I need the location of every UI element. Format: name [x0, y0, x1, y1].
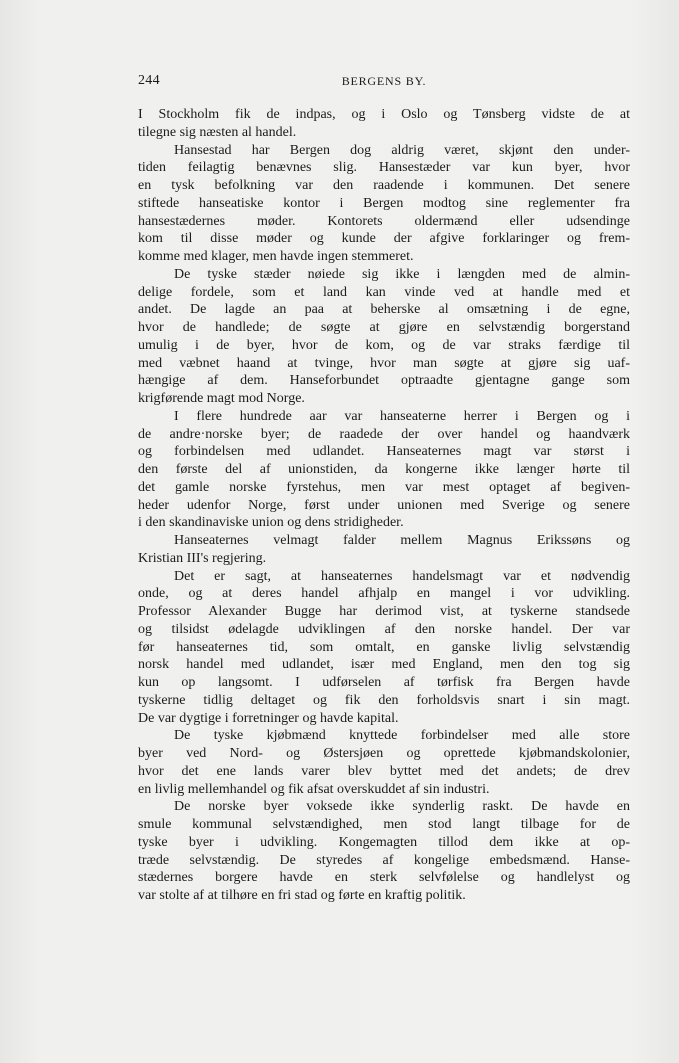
text-line: Hanseaternes velmagt falder mellem Magnus Erikssøns og: [174, 533, 630, 548]
text-line: den første del af unionstiden, da kongerne ikke længer hørte til: [138, 462, 630, 477]
text-line: I flere hundrede aar var hanseaterne herrer i Bergen og i: [174, 408, 630, 424]
text-line: kom til disse møder og kunde der afgive forklaringer og frem-: [138, 231, 630, 247]
text-line: hansestædernes møder. Kontorets oldermænd eller udsendinge: [138, 213, 630, 229]
text-line: en tysk befolkning var den raadende i kommunen. Det senere: [138, 178, 630, 193]
text-line: umulig i de byer, hvor de kom, og de var straks færdige til: [138, 337, 630, 353]
text-line: heder udenfor Norge, først under unionen med Sverige og senere: [138, 497, 630, 513]
body-text: [138, 106, 630, 905]
text-line: de andre·norske byer; de raadede der over handel og haandværk: [138, 426, 630, 442]
text-line: tyskerne tidlig deltaget og fik den forholdsvis snart i sin magt.: [138, 692, 630, 708]
text-line: De var dygtige i forretninger og havde kapital.: [138, 710, 399, 726]
text-line: I Stockholm fik de indpas, og i Oslo og Tønsberg vidste de at: [138, 107, 630, 122]
text-line: De tyske kjøbmænd knyttede forbindelser med alle store: [174, 728, 630, 744]
text-line: andet. De lagde an paa at beherske al omsætning i de egne,: [138, 302, 630, 318]
text-line: en livlig mellemhandel og fik afsat overskuddet af sin industri.: [138, 781, 490, 797]
text-line: norsk handel med udlandet, især med England, men den tog sig: [138, 657, 630, 673]
text-line: delige fordele, som et land kan vinde ved at handle med et: [138, 284, 630, 300]
text-line: før hanseaternes tid, som omtalt, en ganske livlig selvstændig: [138, 639, 630, 655]
text-line: i den skandinaviske union og dens stridigheder.: [138, 515, 404, 531]
text-line: med væbnet haand at tvinge, hvor man søgte at gjøre sig uaf-: [138, 355, 630, 371]
text-line: Kristian III's regjering.: [138, 550, 267, 566]
text-line: byer ved Nord- og Østersjøen og oprettede kjøbmandskolonier,: [138, 746, 630, 761]
text-line: træde selvstændig. De styredes af kongelige embedsmænd. Hanse-: [138, 852, 630, 868]
page-number: 244: [138, 73, 160, 88]
text-line: det gamle norske fyrstehus, men var mest optaget af begiven-: [138, 479, 630, 495]
text-line: hvor det ene lands varer blev byttet med det andets; de drev: [138, 763, 630, 779]
page-header: [138, 73, 630, 93]
text-line: De tyske stæder nøiede sig ikke i længden med de almin-: [174, 266, 630, 282]
text-line: Professor Alexander Bugge har derimod vist, at tyskerne standsede: [138, 604, 630, 619]
text-line: De norske byer voksede ikke synderlig raskt. De havde en: [174, 799, 630, 815]
text-line: stiftede hanseatiske kontor i Bergen modtog sine reglementer fra: [138, 195, 630, 211]
text-line: kun op langsomt. I udførselen af tørfisk fra Bergen havde: [138, 675, 630, 690]
text-line: tyske byer i udvikling. Kongemagten tillod dem ikke at op-: [138, 834, 630, 850]
text-line: smule kommunal selvstændighed, men stod langt tilbage for de: [138, 817, 630, 832]
text-line: tilegne sig næsten al handel.: [138, 124, 297, 140]
text-line: Hansestad har Bergen dog aldrig været, skjønt den under-: [174, 142, 630, 158]
text-line: var stolte af at tilhøre en fri stad og førte en kraftig politik.: [138, 888, 466, 903]
text-line: hængige af dem. Hanseforbundet optraadte gjentagne gange som: [138, 373, 630, 389]
text-line: krigførende magt mod Norge.: [138, 391, 305, 406]
text-line: stædernes borgere havde en sterk selvfølelse og handlelyst og: [138, 870, 630, 886]
text-line: onde, og at deres handel afhjalp en mangel i vor udvikling.: [138, 586, 630, 602]
text-line: komme med klager, men havde ingen stemmeret.: [138, 249, 414, 264]
running-head: BERGENS BY.: [341, 74, 427, 88]
text-line: Det er sagt, at hanseaternes handelsmagt var et nødvendig: [174, 568, 630, 584]
text-line: og forbindelsen med udlandet. Hanseaternes magt var størst i: [138, 444, 630, 460]
text-line: og tilsidst ødelagde udviklingen af den norske handel. Der var: [138, 621, 630, 637]
text-line: hvor de handlede; de søgte at gjøre en selvstændig borgerstand: [138, 320, 630, 335]
text-line: tiden feilagtig benævnes slig. Hansestæder var kun byer, hvor: [138, 160, 630, 176]
